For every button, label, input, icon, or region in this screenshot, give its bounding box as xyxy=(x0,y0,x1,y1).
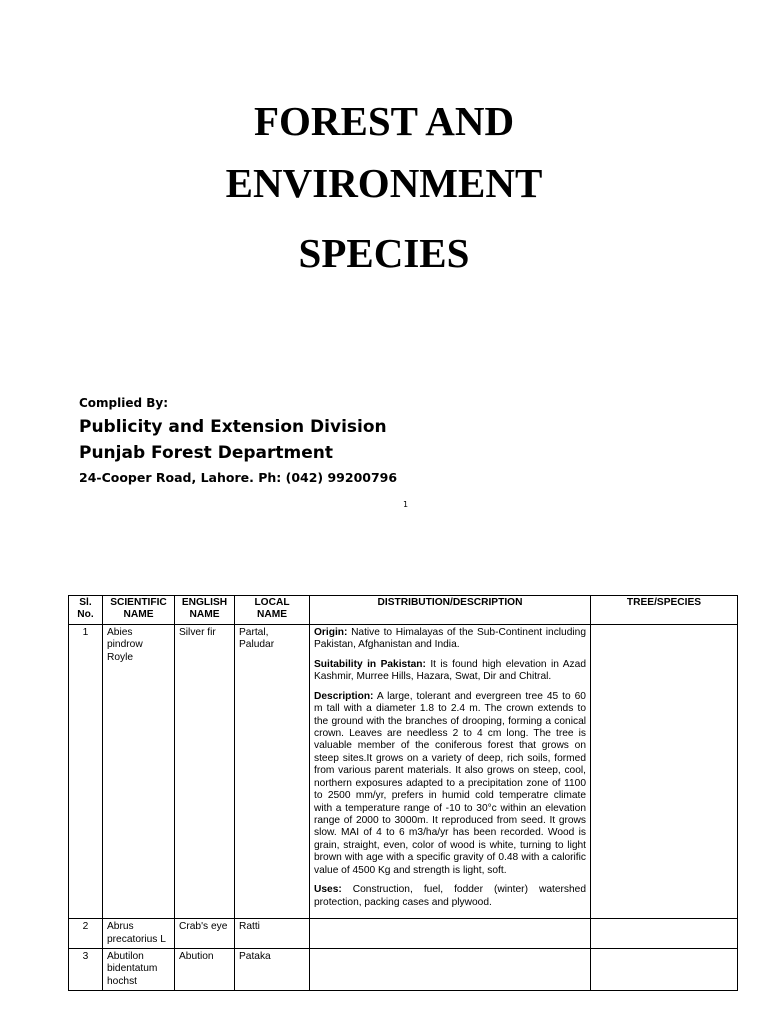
cell-english-name: Abution xyxy=(175,948,235,990)
origin-text: Native to Himalayas of the Sub-Continent including Pakistan, Afghanistan and India. xyxy=(314,626,586,651)
cell-tree-species xyxy=(591,624,738,918)
header-distribution-description: DISTRIBUTION/DESCRIPTION xyxy=(310,596,591,625)
document-title-line-1: FOREST AND xyxy=(253,98,515,144)
cell-english-name: Crab's eye xyxy=(175,919,235,949)
cell-distribution-description xyxy=(310,919,591,949)
cell-tree-species xyxy=(591,919,738,949)
cell-local-name: Ratti xyxy=(235,919,310,949)
cell-sl-no: 2 xyxy=(69,919,103,949)
description-label: Description: xyxy=(314,690,374,702)
cell-local-name: Partal, Paludar xyxy=(235,624,310,918)
uses-label: Uses: xyxy=(314,884,342,896)
header-tree-species: TREE/SPECIES xyxy=(591,596,738,625)
uses-paragraph xyxy=(314,884,586,909)
description-paragraph xyxy=(314,691,586,878)
cell-sl-no: 3 xyxy=(69,948,103,990)
suitability-text: It is found high elevation in Azad Kashmir, Murree Hills, Hazara, Swat, Dir and Chitral. xyxy=(314,658,586,683)
cell-english-name: Silver fir xyxy=(175,624,235,918)
page-number: 1 xyxy=(403,500,409,509)
organization-division: Publicity and Extension Division xyxy=(79,417,387,437)
suitability-label: Suitability in Pakistan: xyxy=(314,658,426,670)
document-title-line-3: SPECIES xyxy=(298,230,470,276)
header-scientific-name: SCIENTIFIC NAME xyxy=(103,596,175,625)
origin-paragraph xyxy=(314,627,586,652)
organization-department: Punjab Forest Department xyxy=(79,443,333,463)
uses-text: Construction, fuel, fodder (winter) watershed protection, packing cases and plywood. xyxy=(314,884,586,908)
table-row xyxy=(69,919,738,949)
document-title-line-2: ENVIRONMENT xyxy=(225,160,543,206)
compiled-by-label: Complied By: xyxy=(79,396,169,410)
cell-sl-no: 1 xyxy=(69,624,103,918)
cell-tree-species xyxy=(591,948,738,990)
header-local-name: LOCAL NAME xyxy=(235,596,310,625)
cell-distribution-description xyxy=(310,948,591,990)
cell-distribution-description xyxy=(310,624,591,918)
cell-scientific-name: Abrus precatorius L xyxy=(103,919,175,949)
header-english-name: ENGLISH NAME xyxy=(175,596,235,625)
origin-label: Origin: xyxy=(314,626,348,638)
species-table xyxy=(68,595,738,991)
organization-address: 24-Cooper Road, Lahore. Ph: (042) 99200796 xyxy=(79,470,398,485)
description-text: A large, tolerant and evergreen tree 45 to 60 m tall with a diameter 1.8 to 2.4 m. The crown extends to the ground with the branches of drooping, forming a conical crown. Leaves are needless 2 to 4 cm long. The tree is valuable member of the coniferous forest that grows on steep sites.It grows on a variety of deep, rich soils, formed from various parent materials. It also grows on steep, cool, northern exposures adapted to a precipitation zone of 1100 to 2500 mm/yr, prefers in humid cold temperatre climate with a temperature range of -10 to 30°c within an elevation range of 2000 to 3000m. It reproduced from seed. It grows slow. MAI of 4 to 6 m3/ha/yr has been recorded. Wood is grain, straight, even, color of wood is white, turning to light brown with age with a specific gravity of 0.48 with a calorific value of 4500 Kg and strength is light, soft. xyxy=(314,690,586,876)
cell-local-name: Pataka xyxy=(235,948,310,990)
table-header-row xyxy=(69,596,738,625)
cell-scientific-name: Abutilon bidentatum hochst xyxy=(103,948,175,990)
cell-scientific-name: Abies pindrow Royle xyxy=(103,624,175,918)
table-row xyxy=(69,624,738,918)
suitability-paragraph xyxy=(314,659,586,684)
table-row xyxy=(69,948,738,990)
header-sl-no: Sl. No. xyxy=(69,596,103,625)
